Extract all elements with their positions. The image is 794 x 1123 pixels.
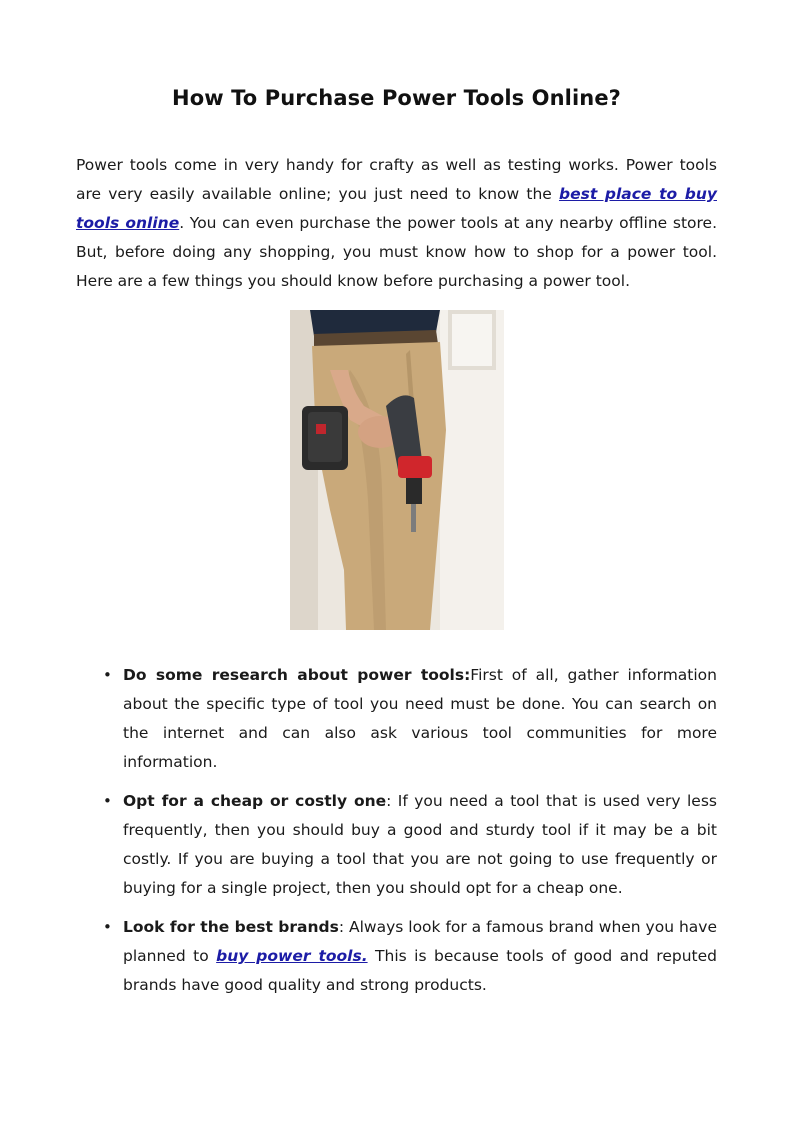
tip-heading: Look for the best brands	[123, 918, 339, 936]
best-place-to-buy-tools-link[interactable]: best place to buy tools online	[76, 185, 717, 232]
tip-heading: Do some research about power tools:	[123, 666, 471, 684]
buy-power-tools-link[interactable]: buy power tools.	[216, 947, 368, 965]
intro-text-start: Power tools come in very handy for crafty as well as testing works. Power tools are very easily available online; you just need to know the	[76, 156, 717, 203]
intro-text-end: . You can even purchase the power tools at any nearby offline store. But, before doing any shopping, you must know how to shop for a power tool. Here are a few things you should know before purchasing a power tool.	[76, 214, 717, 290]
list-item	[76, 661, 717, 777]
intro-paragraph	[76, 151, 717, 296]
power-drill-photo	[290, 310, 504, 630]
bullet-icon: •	[103, 666, 112, 684]
bullet-icon: •	[103, 792, 112, 810]
tip-text: : If you need a tool that is used very less frequently, then you should buy a good and sturdy tool if it may be a bit costly. If you are buying a tool that you are not going to use frequently or buying for a single project, then you should opt for a cheap one.	[123, 792, 717, 897]
tip-text-end: This is because tools of good and reputed brands have good quality and strong products.	[123, 947, 717, 994]
page-title: How To Purchase Power Tools Online?	[172, 86, 621, 110]
tips-list	[76, 661, 717, 1010]
tip-text: : Always look for a famous brand when you have planned to	[123, 918, 717, 965]
bullet-icon: •	[103, 918, 112, 936]
list-item	[76, 787, 717, 903]
list-item	[76, 913, 717, 1000]
tip-text: First of all, gather information about the specific type of tool you need must be done. You can search on the internet and can also ask various tool communities for more information.	[123, 666, 717, 771]
tip-heading: Opt for a cheap or costly one	[123, 792, 387, 810]
